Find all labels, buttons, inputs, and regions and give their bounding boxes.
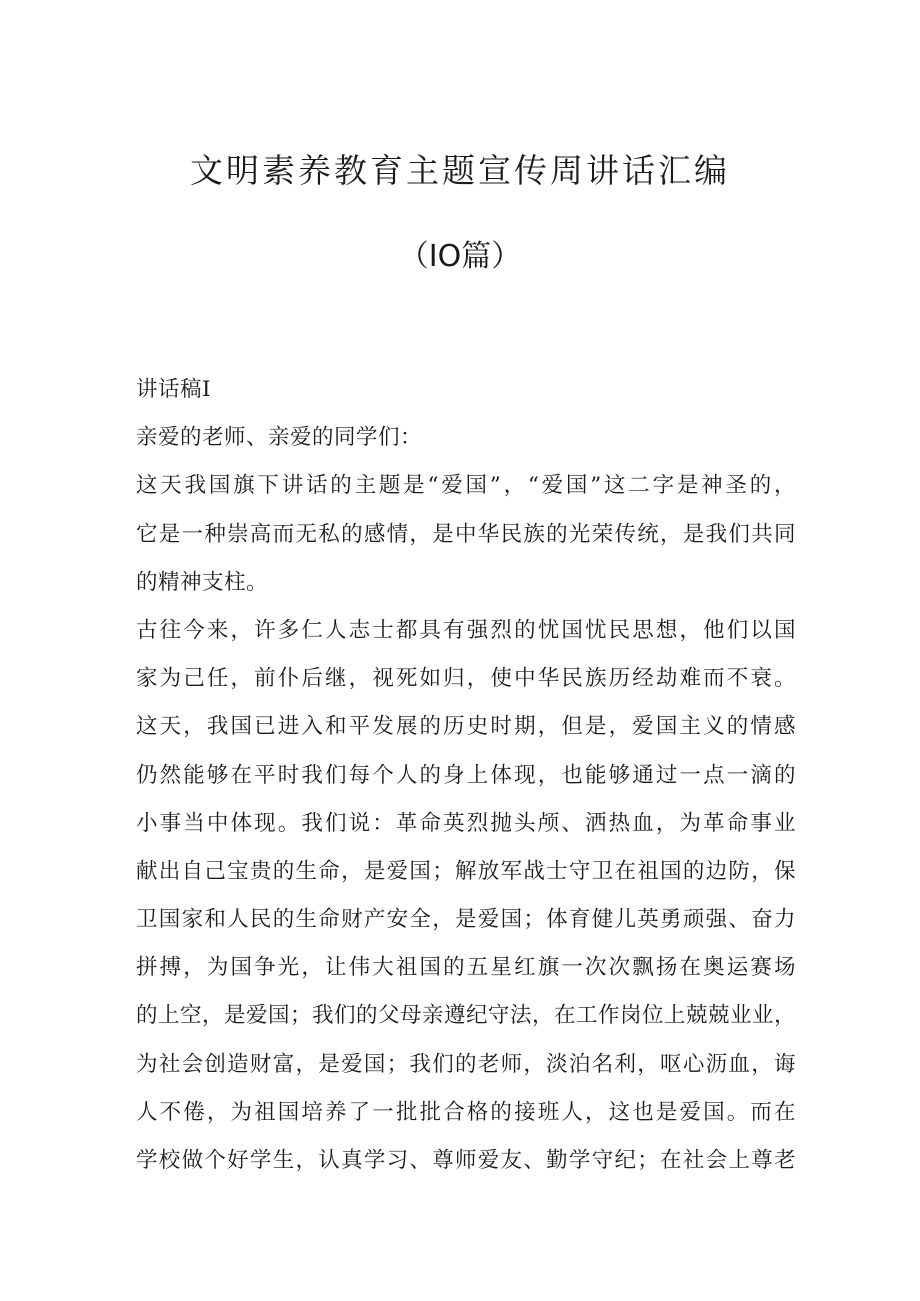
paragraph-line: 这天我国旗下讲话的主题是“爱国”，“爱国”这二字是神圣的， bbox=[136, 473, 796, 499]
document-body bbox=[136, 366, 796, 1185]
paragraph-line: 小事当中体现。我们说：革命英烈抛头颅、洒热血，为革命事业 bbox=[136, 810, 796, 836]
paragraph-line: 家为己任，前仆后继，视死如归，使中华民族历经劫难而不衰。 bbox=[136, 666, 796, 692]
paragraph-line: 的上空，是爱国；我们的父母亲遵纪守法，在工作岗位上兢兢业业， bbox=[136, 1003, 797, 1029]
paragraph-line: 献出自己宝贵的生命，是爱国；解放军战士守卫在祖国的边防，保 bbox=[136, 858, 796, 884]
section-label: 讲话稿I bbox=[136, 377, 211, 402]
paragraph-line: 为社会创造财富，是爱国；我们的老师，淡泊名利，呕心沥血，诲 bbox=[136, 1051, 796, 1077]
paragraph-line: 拼搏，为国争光，让伟大祖国的五星红旗一次次飘扬在奥运赛场 bbox=[136, 955, 796, 981]
paragraph-line: 这天，我国已进入和平发展的历史时期，但是，爱国主义的情感 bbox=[136, 714, 796, 740]
paragraph-line: 卫国家和人民的生命财产安全，是爱国；体育健儿英勇顽强、奋力 bbox=[136, 907, 796, 933]
paragraph-line: 仍然能够在平时我们每个人的身上体现，也能够通过一点一滴的 bbox=[136, 762, 796, 788]
paragraph-line: 古往今来，许多仁人志士都具有强烈的忧国忧民思想，他们以国 bbox=[136, 617, 796, 643]
document-subtitle: （IO篇） bbox=[398, 239, 522, 274]
paragraph-line: 的精神支柱。 bbox=[136, 569, 269, 595]
greeting-line: 亲爱的老师、亲爱的同学们： bbox=[136, 425, 423, 451]
paragraph-line: 人不倦，为祖国培养了一批批合格的接班人，这也是爱国。而在 bbox=[136, 1099, 796, 1125]
paragraph-line: 它是一种崇高而无私的感情，是中华民族的光荣传统，是我们共同 bbox=[136, 521, 796, 547]
paragraph-line: 学校做个好学生，认真学习、尊师爱友、勤学守纪；在社会上尊老 bbox=[136, 1148, 796, 1173]
document-title: 文明素养教育主题宣传周讲话汇编 bbox=[190, 151, 730, 190]
